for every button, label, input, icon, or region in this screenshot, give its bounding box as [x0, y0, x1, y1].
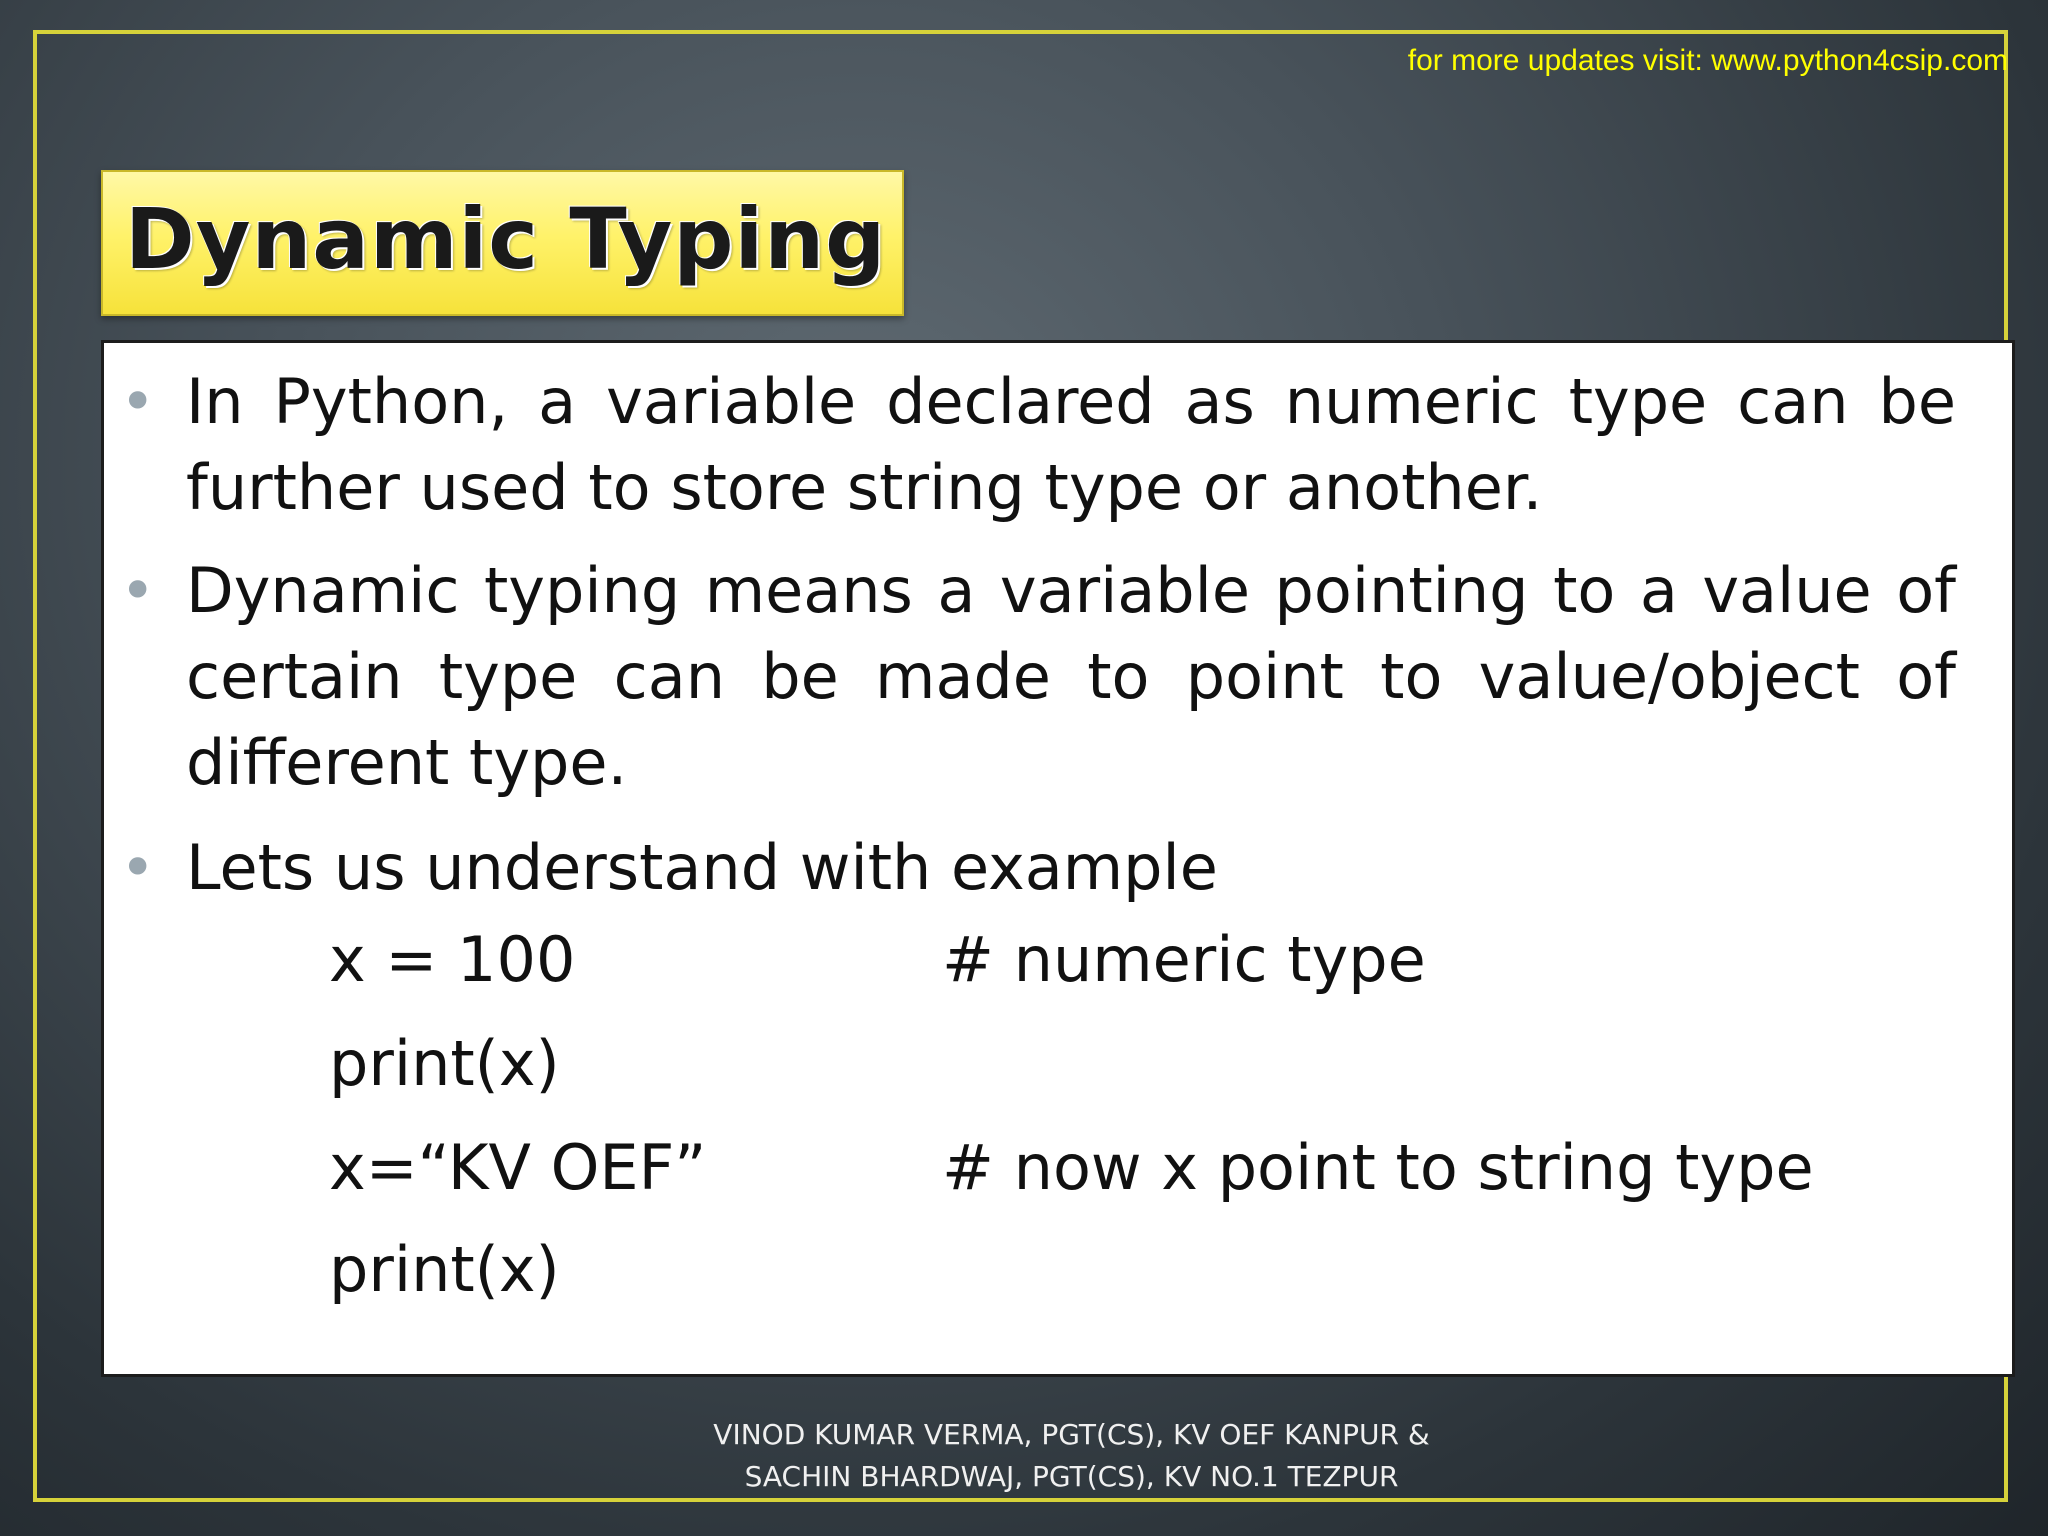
code-line: print(x): [329, 1233, 560, 1306]
bullet-dot-icon: •: [120, 367, 156, 437]
bullet-dot-icon: •: [120, 833, 156, 903]
code-line: print(x): [329, 1027, 560, 1100]
bullet-text: Lets us understand with example: [186, 831, 1218, 904]
footer-credits: [0, 1414, 2048, 1498]
bullet-text: In Python, a variable declared as numeric type can be further used to store string type or another.: [186, 365, 1956, 524]
bullet-text: Dynamic typing means a variable pointing to a value of certain type can be made to point to value/object of different type.: [186, 554, 1956, 799]
footer-line: SACHIN BHARDWAJ, PGT(CS), KV NO.1 TEZPUR: [744, 1460, 1399, 1493]
content-box: [101, 340, 2015, 1377]
code-line: x=“KV OEF”: [329, 1131, 707, 1204]
slide-title: Dynamic Typing: [125, 190, 887, 288]
bullet-item: [120, 825, 1956, 911]
bullet-dot-icon: •: [120, 556, 156, 626]
footer-line: VINOD KUMAR VERMA, PGT(CS), KV OEF KANPUR &: [713, 1418, 1430, 1451]
code-comment: # numeric type: [942, 923, 1426, 996]
bullet-item: [120, 359, 1956, 531]
code-line: x = 100: [329, 923, 576, 996]
code-comment: # now x point to string type: [942, 1131, 1814, 1204]
bullet-item: [120, 548, 1956, 806]
title-box: [101, 170, 904, 316]
watermark-text: for more updates visit: www.python4csip.com: [1407, 44, 2008, 77]
